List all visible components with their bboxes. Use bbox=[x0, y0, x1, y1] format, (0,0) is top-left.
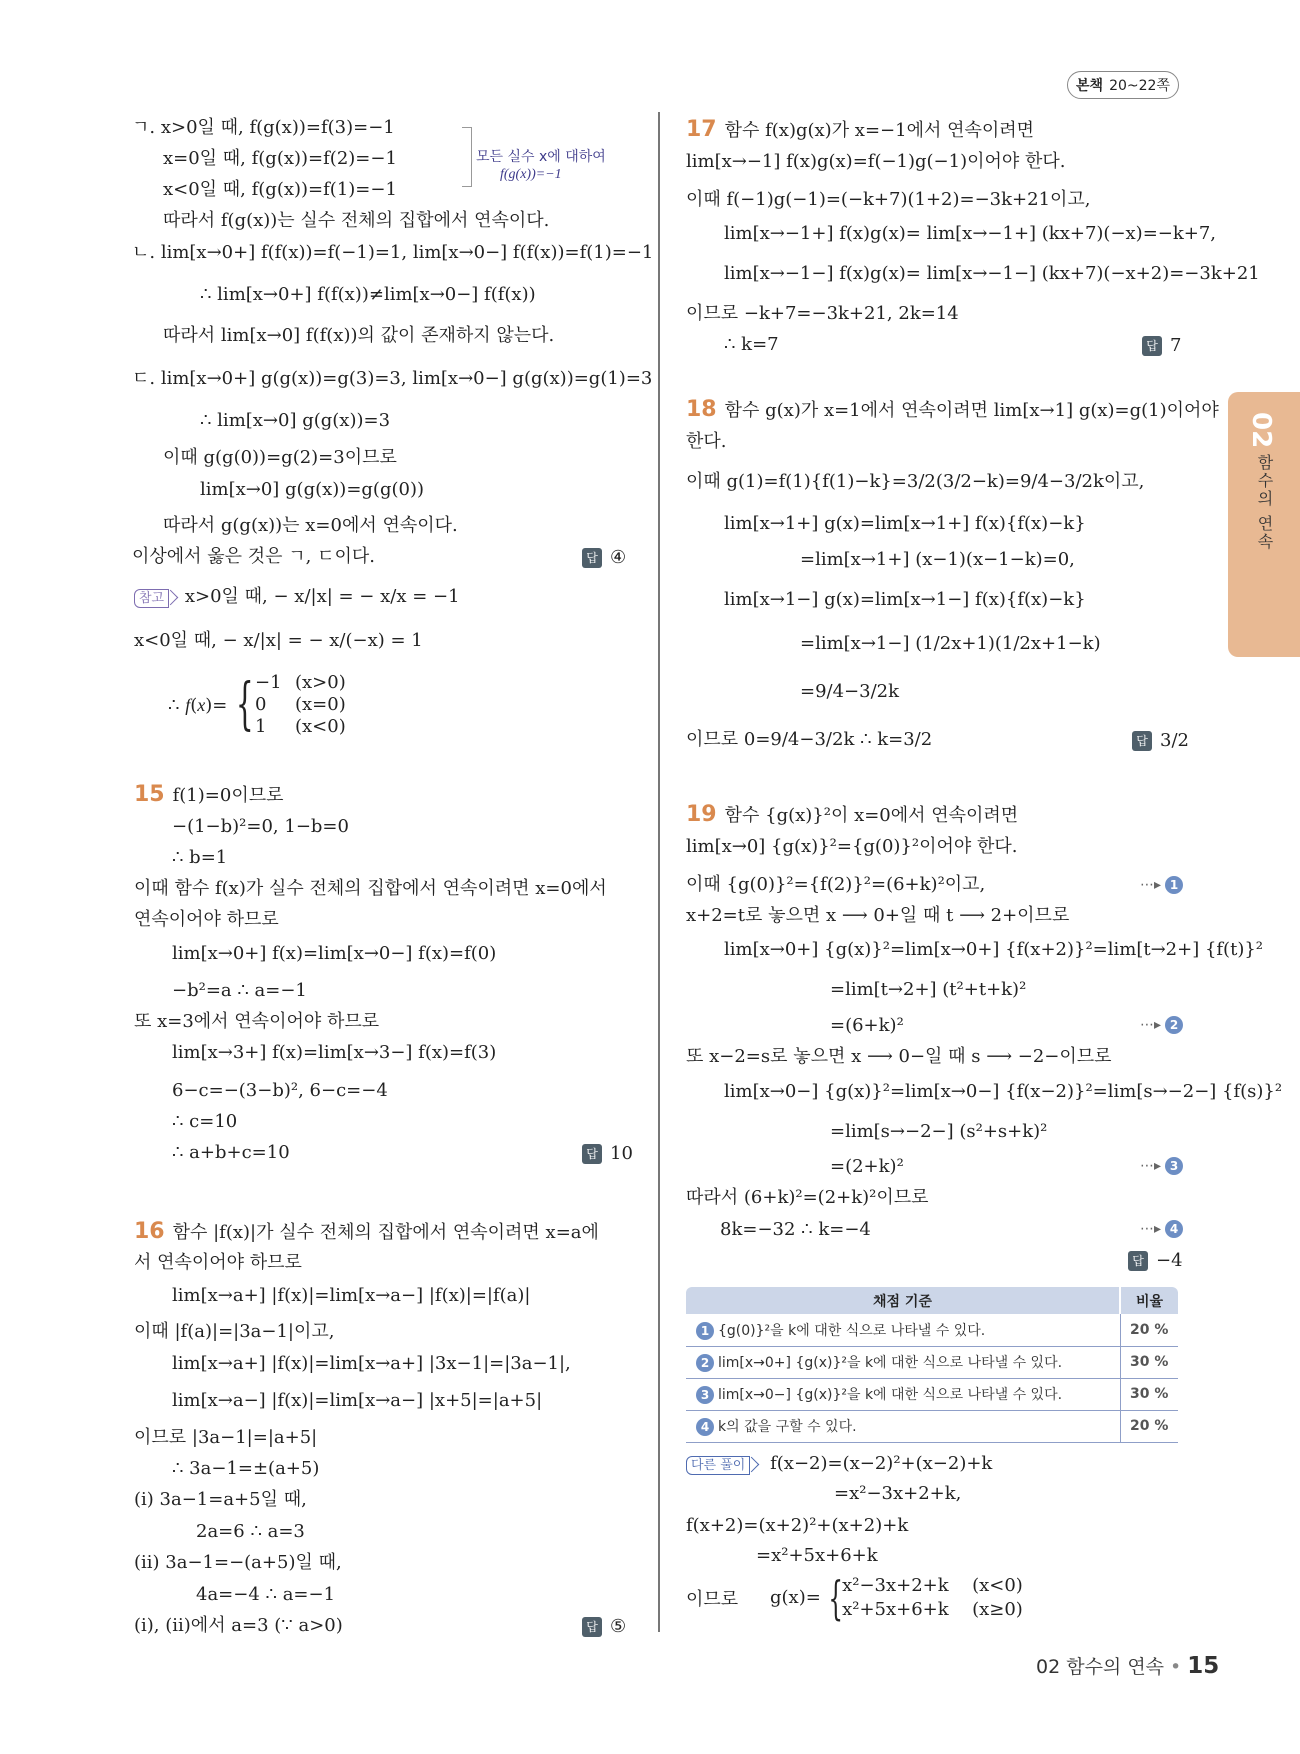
solution-line: =(2+k)² bbox=[830, 1156, 904, 1177]
question-number: 17 bbox=[686, 117, 717, 142]
answer-q14 bbox=[582, 547, 626, 568]
answer-value: ⑤ bbox=[610, 1616, 627, 1637]
solution-line: 한다. bbox=[686, 431, 727, 452]
reference-line: x<0일 때, − x/|x| = − x/(−x) = 1 bbox=[134, 630, 423, 651]
solution-line: 또 x=3에서 연속이어야 하므로 bbox=[134, 1011, 380, 1032]
solution-line: lim[x→0] {g(x)}²={g(0)}²이어야 한다. bbox=[686, 836, 1018, 857]
answer-value: −4 bbox=[1156, 1250, 1183, 1271]
column-divider bbox=[658, 112, 660, 1632]
footer-separator: • bbox=[1170, 1656, 1182, 1678]
solution-line: (i) 3a−1=a+5일 때, bbox=[134, 1489, 307, 1510]
solution-line: 이때 g(1)=f(1){f(1)−k}=3/2(3/2−k)=9/4−3/2k이고, bbox=[686, 471, 1145, 492]
answer-icon: 답 bbox=[1132, 731, 1152, 751]
answer-icon: 답 bbox=[582, 1144, 602, 1164]
solution-line: ∴ lim[x→0+] f(f(x))≠lim[x→0−] f(f(x)) bbox=[200, 284, 536, 305]
answer-icon: 답 bbox=[582, 1617, 602, 1637]
solution-line: (ii) 3a−1=−(a+5)일 때, bbox=[134, 1552, 342, 1573]
solution-line: 따라서 (6+k)²=(2+k)²이므로 bbox=[686, 1187, 929, 1208]
solution-line: lim[x→a−] |f(x)|=lim[x→a−] |x+5|=|a+5| bbox=[172, 1390, 543, 1411]
solution-line: ∴ k=7 bbox=[724, 334, 779, 355]
reference-badge: 참고 bbox=[134, 589, 169, 608]
solution-line: ㄱ. x>0일 때, f(g(x))=f(3)=−1 bbox=[132, 117, 395, 138]
table-row: 2 lim[x→0+] {g(x)}²을 k에 대한 식으로 나타낼 수 있다. 30 % bbox=[686, 1346, 1178, 1378]
answer-value: 10 bbox=[610, 1143, 633, 1164]
solution-line: 이때 함수 f(x)가 실수 전체의 집합에서 연속이려면 x=0에서 bbox=[134, 878, 607, 899]
answer-q15 bbox=[582, 1143, 633, 1164]
solution-line: 서 연속이어야 하므로 bbox=[134, 1252, 302, 1273]
solution-line: x<0일 때, f(g(x))=f(1)=−1 bbox=[163, 179, 397, 200]
solution-line: 이상에서 옳은 것은 ㄱ, ㄷ이다. bbox=[132, 546, 375, 567]
step-circle-icon: 3 bbox=[696, 1386, 714, 1404]
alt-solution-badge: 다른 풀이 bbox=[686, 1456, 750, 1475]
answer-icon: 답 bbox=[1142, 336, 1162, 356]
table-row: 3 lim[x→0−] {g(x)}²을 k에 대한 식으로 나타낼 수 있다. 30 % bbox=[686, 1378, 1178, 1410]
solution-line: =lim[x→1+] (x−1)(x−1−k)=0, bbox=[800, 549, 1075, 570]
question-17-header: 17 함수 f(x)g(x)가 x=−1에서 연속이려면 bbox=[686, 117, 1035, 142]
solution-line: lim[x→3+] f(x)=lim[x→3−] f(x)=f(3) bbox=[172, 1042, 497, 1063]
answer-value: ④ bbox=[610, 547, 627, 568]
piecewise-g: g(x)= { x²−3x+2+k (x<0) x²+5x+6+k (x≥0) bbox=[770, 1571, 1023, 1625]
page-footer bbox=[1036, 1652, 1219, 1679]
solution-line: 또 x−2=s로 놓으면 x ⟶ 0−일 때 s ⟶ −2−이므로 bbox=[686, 1046, 1112, 1067]
table-row: 1 {g(0)}²을 k에 대한 식으로 나타낼 수 있다. 20 % bbox=[686, 1314, 1178, 1346]
answer-q19 bbox=[1128, 1250, 1183, 1271]
table-header-ratio: 비율 bbox=[1120, 1287, 1178, 1314]
solution-line: lim[x→−1+] f(x)g(x)= lim[x→−1+] (kx+7)(−x)=−k+7, bbox=[724, 223, 1217, 244]
solution-line: =(6+k)² bbox=[830, 1015, 904, 1036]
solution-line: lim[x→a+] |f(x)|=lim[x→a+] |3x−1|=|3a−1|, bbox=[172, 1353, 571, 1374]
solution-line: =9/4−3/2k bbox=[800, 681, 900, 702]
alt-solution-line: =x²+5x+6+k bbox=[756, 1545, 878, 1566]
solution-line: 이때 |f(a)|=|3a−1|이고, bbox=[134, 1321, 335, 1342]
alt-solution-line: 이므로 bbox=[686, 1589, 739, 1610]
page-range: 20~22쪽 bbox=[1109, 78, 1170, 94]
solution-line: =lim[x→1−] (1/2x+1)(1/2x+1−k) bbox=[800, 633, 1101, 654]
footer-chapter: 02 함수의 연속 bbox=[1036, 1656, 1165, 1678]
step-circle-icon: 2 bbox=[696, 1354, 714, 1372]
answer-value: 7 bbox=[1170, 335, 1182, 356]
solution-line: x=0일 때, f(g(x))=f(2)=−1 bbox=[163, 148, 397, 169]
answer-icon: 답 bbox=[1128, 1251, 1148, 1271]
answer-q16 bbox=[582, 1616, 626, 1637]
answer-value: 3/2 bbox=[1160, 730, 1189, 751]
solution-line: (i), (ii)에서 a=3 (∵ a>0) bbox=[134, 1615, 343, 1636]
brace-icon: { bbox=[236, 672, 255, 737]
question-number: 19 bbox=[686, 802, 717, 827]
page-reference-badge bbox=[1067, 71, 1179, 99]
solution-line: lim[x→a+] |f(x)|=lim[x→a−] |f(x)|=|f(a)| bbox=[172, 1285, 531, 1306]
solution-line: lim[x→1−] g(x)=lim[x→1−] f(x){f(x)−k} bbox=[724, 589, 1086, 610]
solution-line: lim[x→0] g(g(x))=g(g(0)) bbox=[200, 479, 424, 500]
table-header-criteria: 채점 기준 bbox=[686, 1287, 1120, 1314]
solution-line: lim[x→1+] g(x)=lim[x→1+] f(x){f(x)−k} bbox=[724, 513, 1086, 534]
question-16-header: 16 함수 |f(x)|가 실수 전체의 집합에서 연속이려면 x=a에 bbox=[134, 1219, 599, 1244]
reference-line: 참고 x>0일 때, − x/|x| = − x/x = −1 bbox=[134, 585, 460, 609]
question-19-header: 19 함수 {g(x)}²이 x=0에서 연속이려면 bbox=[686, 802, 1019, 827]
solution-line: lim[x→0−] {g(x)}²=lim[x→0−] {f(x−2)}²=lim[s→−2−] {f(s)}² bbox=[724, 1081, 1283, 1102]
solution-line: lim[x→0+] {g(x)}²=lim[x→0+] {f(x+2)}²=lim[t→2+] {f(t)}² bbox=[724, 939, 1264, 960]
question-18-header: 18 함수 g(x)가 x=1에서 연속이려면 lim[x→1] g(x)=g(1)이어야 bbox=[686, 397, 1219, 422]
alt-solution-line: 다른 풀이 f(x−2)=(x−2)²+(x−2)+k bbox=[686, 1452, 992, 1476]
step-marker-2: ⋯▸ 2 bbox=[1140, 1016, 1183, 1034]
solution-line: 8k=−32 ∴ k=−4 bbox=[720, 1219, 871, 1240]
solution-line: 이므로 −k+7=−3k+21, 2k=14 bbox=[686, 303, 959, 324]
chapter-number: 02 bbox=[1246, 412, 1276, 449]
solution-line: −b²=a ∴ a=−1 bbox=[172, 980, 307, 1001]
piecewise-f: ∴ f(x)= { −1 (x>0) 0 (x=0) 1 (x<0) bbox=[168, 672, 346, 737]
solution-line: 이때 f(−1)g(−1)=(−k+7)(1+2)=−3k+21이고, bbox=[686, 189, 1091, 210]
solution-line: −(1−b)²=0, 1−b=0 bbox=[172, 816, 349, 837]
question-number: 18 bbox=[686, 397, 717, 422]
answer-q18 bbox=[1132, 730, 1189, 751]
solution-line: 6−c=−(3−b)², 6−c=−4 bbox=[172, 1080, 388, 1101]
step-marker-1: ⋯▸ 1 bbox=[1140, 876, 1183, 894]
book-label: 본책 bbox=[1076, 78, 1104, 94]
solution-line: 이므로 0=9/4−3/2k ∴ k=3/2 bbox=[686, 729, 933, 750]
solution-line: ∴ 3a−1=±(a+5) bbox=[172, 1458, 320, 1479]
question-number: 15 bbox=[134, 782, 165, 807]
table-row: 4 k의 값을 구할 수 있다. 20 % bbox=[686, 1410, 1178, 1442]
page-number: 15 bbox=[1187, 1653, 1220, 1679]
solution-line: 연속이어야 하므로 bbox=[134, 909, 279, 930]
solution-line: lim[x→−1] f(x)g(x)=f(−1)g(−1)이어야 한다. bbox=[686, 151, 1066, 172]
alt-solution-line: f(x+2)=(x+2)²+(x+2)+k bbox=[686, 1515, 909, 1536]
solution-line: x+2=t로 놓으면 x ⟶ 0+일 때 t ⟶ 2+이므로 bbox=[686, 905, 1070, 926]
step-marker-3: ⋯▸ 3 bbox=[1140, 1157, 1183, 1175]
solution-line: ∴ lim[x→0] g(g(x))=3 bbox=[200, 410, 391, 431]
solution-line: 4a=−4 ∴ a=−1 bbox=[196, 1584, 336, 1605]
solution-line: lim[x→0+] f(x)=lim[x→0−] f(x)=f(0) bbox=[172, 943, 497, 964]
solution-line: =lim[s→−2−] (s²+s+k)² bbox=[830, 1121, 1048, 1142]
answer-q17 bbox=[1142, 335, 1181, 356]
solution-line: 2a=6 ∴ a=3 bbox=[196, 1521, 305, 1542]
step-marker-4: ⋯▸ 4 bbox=[1140, 1220, 1183, 1238]
alt-solution-line: =x²−3x+2+k, bbox=[834, 1483, 962, 1504]
solution-line: lim[x→−1−] f(x)g(x)= lim[x→−1−] (kx+7)(−x+2)=−3k+21 bbox=[724, 263, 1260, 284]
solution-line: 이때 {g(0)}²={f(2)}²=(6+k)²이고, bbox=[686, 874, 986, 895]
side-note: 모든 실수 x에 대하여 f(g(x))=−1 bbox=[476, 149, 606, 182]
solution-line: 따라서 g(g(x))는 x=0에서 연속이다. bbox=[163, 515, 458, 536]
solution-line: ㄷ. lim[x→0+] g(g(x))=g(3)=3, lim[x→0−] g(g(x))=g(1)=3 bbox=[132, 368, 653, 389]
solution-line: ∴ c=10 bbox=[172, 1111, 238, 1132]
solution-line: ∴ a+b+c=10 bbox=[172, 1142, 290, 1163]
solution-line: =lim[t→2+] (t²+t+k)² bbox=[830, 979, 1027, 1000]
solution-line: 따라서 lim[x→0] f(f(x))의 값이 존재하지 않는다. bbox=[163, 325, 555, 346]
solution-line: ∴ b=1 bbox=[172, 847, 228, 868]
chapter-side-tab bbox=[1228, 392, 1300, 657]
question-number: 16 bbox=[134, 1219, 165, 1244]
step-circle-icon: 1 bbox=[696, 1322, 714, 1340]
question-15-header: 15 f(1)=0이므로 bbox=[134, 782, 284, 807]
grading-criteria-table bbox=[686, 1287, 1178, 1443]
solution-line: 이때 g(g(0))=g(2)=3이므로 bbox=[163, 447, 397, 468]
chapter-title: 함수의 연속 bbox=[1255, 454, 1274, 552]
answer-icon: 답 bbox=[582, 548, 602, 568]
solution-line: ㄴ. lim[x→0+] f(f(x))=f(−1)=1, lim[x→0−] f(f(x))=f(1)=−1 bbox=[132, 242, 654, 263]
grouping-bracket bbox=[462, 127, 472, 187]
step-circle-icon: 4 bbox=[696, 1418, 714, 1436]
solution-line: 따라서 f(g(x))는 실수 전체의 집합에서 연속이다. bbox=[163, 210, 550, 231]
brace-icon: { bbox=[828, 1571, 843, 1625]
solution-line: 이므로 |3a−1|=|a+5| bbox=[134, 1427, 318, 1448]
